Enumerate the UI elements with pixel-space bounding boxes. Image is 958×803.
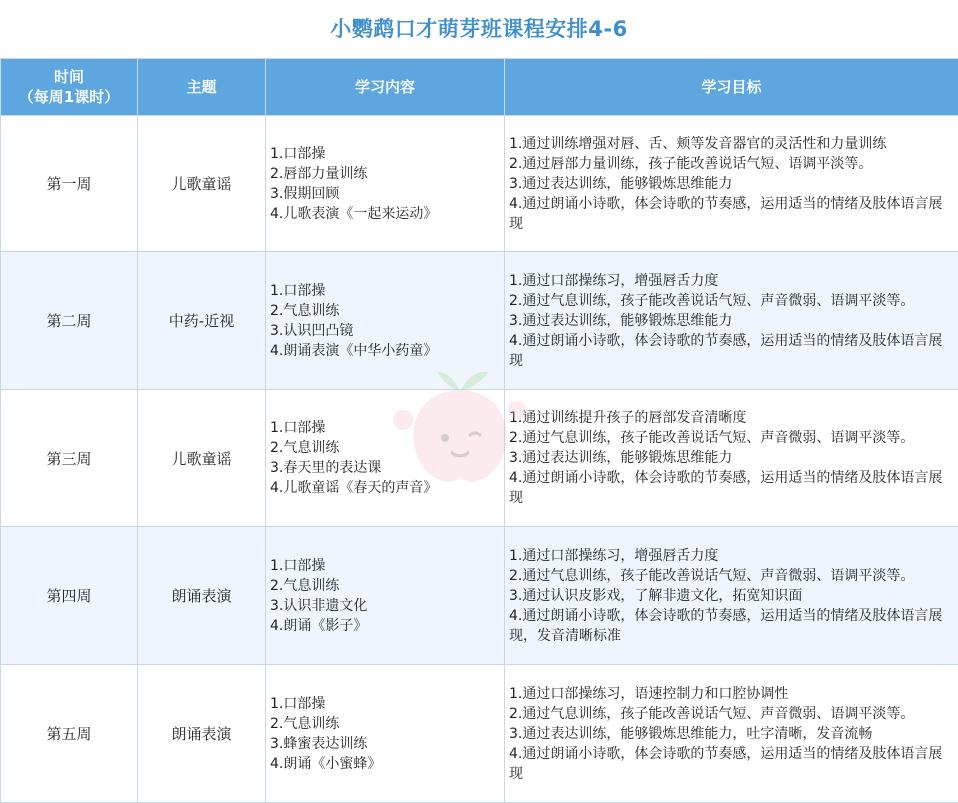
header-theme: 主题 [138, 59, 266, 116]
goal-item: 4.通过朗诵小诗歌，体会诗歌的节奏感，运用适当的情绪及肢体语言展现 [509, 468, 956, 508]
week-cell: 第三周 [1, 390, 138, 527]
content-item: 4.朗诵《影子》 [270, 616, 504, 636]
header-row [1, 59, 958, 116]
goal-item: 2.通过气息训练，孩子能改善说话气短、声音微弱、语调平淡等。 [509, 566, 956, 586]
goal-item: 3.通过表达训练，能够锻炼思维能力，吐字清晰，发音流畅 [509, 724, 956, 744]
content-item: 1.口部操 [270, 281, 504, 301]
content-item: 1.口部操 [270, 144, 504, 164]
goal-item: 4.通过朗诵小诗歌，体会诗歌的节奏感，运用适当的情绪及肢体语言展现 [509, 194, 956, 234]
content-item: 2.气息训练 [270, 576, 504, 596]
table-row [1, 390, 958, 527]
goal-item: 2.通过气息训练，孩子能改善说话气短、声音微弱、语调平淡等。 [509, 704, 956, 724]
goals-cell [505, 665, 958, 803]
goal-item: 3.通过认识皮影戏，了解非遗文化，拓宽知识面 [509, 586, 956, 606]
goal-item: 1.通过口部操练习，语速控制力和口腔协调性 [509, 684, 956, 704]
content-cell [266, 390, 505, 527]
week-cell: 第一周 [1, 116, 138, 252]
header-time [1, 59, 138, 116]
content-item: 1.口部操 [270, 418, 504, 438]
header-time-label: 时间 [2, 67, 136, 87]
content-cell [266, 527, 505, 665]
theme-cell: 儿歌童谣 [138, 116, 266, 252]
goal-item: 1.通过口部操练习，增强唇舌力度 [509, 546, 956, 566]
goals-cell [505, 390, 958, 527]
week-cell: 第五周 [1, 665, 138, 803]
goal-item: 4.通过朗诵小诗歌，体会诗歌的节奏感，运用适当的情绪及肢体语言展现 [509, 744, 956, 784]
goal-item: 2.通过气息训练，孩子能改善说话气短、声音微弱、语调平淡等。 [509, 428, 956, 448]
content-item: 2.唇部力量训练 [270, 164, 504, 184]
goal-item: 1.通过训练提升孩子的唇部发音清晰度 [509, 408, 956, 428]
table-row [1, 527, 958, 665]
goal-item: 4.通过朗诵小诗歌，体会诗歌的节奏感，运用适当的情绪及肢体语言展现，发音清晰标准 [509, 606, 956, 646]
content-item: 3.认识凹凸镜 [270, 321, 504, 341]
content-item: 3.假期回顾 [270, 184, 504, 204]
content-cell [266, 252, 505, 390]
theme-cell: 儿歌童谣 [138, 390, 266, 527]
content-item: 4.朗诵表演《中华小药童》 [270, 341, 504, 361]
theme-cell: 朗诵表演 [138, 665, 266, 803]
page-title: 小鹦鹉口才萌芽班课程安排4-6 [0, 0, 958, 58]
goals-cell [505, 527, 958, 665]
content-item: 1.口部操 [270, 556, 504, 576]
content-item: 2.气息训练 [270, 438, 504, 458]
header-content: 学习内容 [266, 59, 505, 116]
week-cell: 第四周 [1, 527, 138, 665]
content-item: 4.儿歌表演《一起来运动》 [270, 204, 504, 224]
table-row [1, 116, 958, 252]
content-item: 1.口部操 [270, 694, 504, 714]
goal-item: 3.通过表达训练，能够锻炼思维能力 [509, 311, 956, 331]
goal-item: 2.通过气息训练，孩子能改善说话气短、声音微弱、语调平淡等。 [509, 291, 956, 311]
goals-cell [505, 252, 958, 390]
content-cell [266, 116, 505, 252]
content-cell [266, 665, 505, 803]
theme-cell: 中药-近视 [138, 252, 266, 390]
goal-item: 2.通过唇部力量训练，孩子能改善说话气短、语调平淡等。 [509, 154, 956, 174]
header-time-note: （每周1课时） [2, 87, 136, 107]
theme-cell: 朗诵表演 [138, 527, 266, 665]
table-row [1, 252, 958, 390]
schedule-table [0, 58, 958, 803]
goal-item: 3.通过表达训练，能够锻炼思维能力 [509, 448, 956, 468]
goal-item: 4.通过朗诵小诗歌，体会诗歌的节奏感，运用适当的情绪及肢体语言展现 [509, 331, 956, 371]
content-item: 3.春天里的表达课 [270, 458, 504, 478]
goal-item: 3.通过表达训练，能够锻炼思维能力 [509, 174, 956, 194]
header-goals: 学习目标 [505, 59, 958, 116]
content-item: 3.蜂蜜表达训练 [270, 734, 504, 754]
content-item: 3.认识非遗文化 [270, 596, 504, 616]
table-row [1, 665, 958, 803]
goal-item: 1.通过训练增强对唇、舌、颊等发音器官的灵活性和力量训练 [509, 134, 956, 154]
content-item: 4.儿歌童谣《春天的声音》 [270, 478, 504, 498]
content-item: 2.气息训练 [270, 301, 504, 321]
goal-item: 1.通过口部操练习，增强唇舌力度 [509, 271, 956, 291]
week-cell: 第二周 [1, 252, 138, 390]
goals-cell [505, 116, 958, 252]
content-item: 4.朗诵《小蜜蜂》 [270, 754, 504, 774]
content-item: 2.气息训练 [270, 714, 504, 734]
